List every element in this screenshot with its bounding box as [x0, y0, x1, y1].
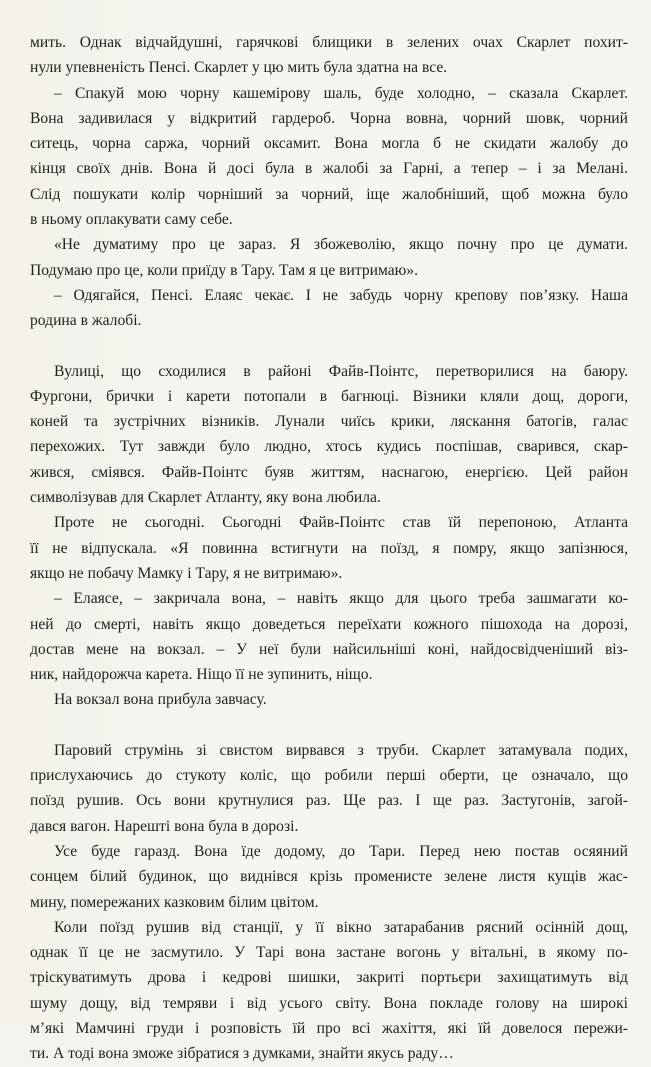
text-line: жився, сміявся. Файв-Поінтс буяв життям, наснагою, енергією. Цей район: [30, 463, 628, 481]
text-line: Коли поїзд рушив від станції, у її вікно затарабанив рясний осінній дощ,: [54, 918, 628, 936]
paragraph: [30, 738, 628, 839]
text-line: достав мене на вокзал. – У неї були найсильніші коні, найдосвідченіший віз-: [30, 640, 628, 658]
text-line: прислухаючись до стукоту коліс, що робили перші оберти, це означало, що: [30, 767, 628, 785]
text-line: кінця своїх днів. Вона й досі була в жалобі за Гарні, а тепер – і за Мелані.: [30, 160, 628, 178]
text-line: поїзд рушив. Ось вони крутнулися раз. Ще раз. І ще раз. Застугонів, загой-: [30, 792, 628, 810]
text-line: Паровий струмінь зі свистом вирвався з труби. Скарлет затамувала подих,: [54, 741, 628, 759]
text-line: Подумаю про це, коли приїду в Тару. Там я це витримаю».: [30, 261, 418, 279]
paragraph: [30, 30, 628, 81]
paragraph: [30, 687, 628, 712]
page-text: [30, 30, 628, 1067]
text-line: коней та зустрічних візників. Лунали чиїсь крики, ляскання батогів, галас: [30, 413, 628, 431]
text-line: родина в жалобі.: [30, 312, 142, 330]
text-line: тріскуватимуть дрова і кедрові шишки, закриті портьєри захищатимуть від: [30, 969, 628, 987]
text-line: її не відпускала. «Я повинна встигнути на поїзд, я помру, якщо запізнюся,: [30, 539, 628, 557]
text-line: мить. Однак відчайдушні, гарячкові блищики в зелених очах Скарлет похит-: [30, 34, 628, 51]
text-line: – Елаясе, – закричала вона, – навіть якщо для цього треба зашмагати ко-: [54, 590, 628, 608]
text-line: шуму дощу, від темряви і від усього світу. Вона покладе голову на широкі: [30, 994, 628, 1012]
text-line: Вулиці, що сходилися в районі Файв-Поінтс, перетворилися на баюру.: [54, 362, 628, 380]
text-line: ситець, чорна саржа, чорний оксамит. Вона могла б не скидати жалобу до: [30, 135, 628, 153]
paragraph: [30, 359, 628, 511]
text-line: символізував для Скарлет Атланту, яку вона любила.: [30, 489, 381, 507]
text-line: нули упевненість Пенсі. Скарлет у цю мить була здатна на все.: [30, 59, 448, 77]
paragraph: [30, 283, 628, 334]
text-line: Усе буде гаразд. Вона їде додому, до Тари. Перед нею постав осяяний: [54, 842, 628, 860]
text-line: сонцем білий будинок, що виднівся крізь променисте зелене листя кущів жас-: [30, 868, 628, 886]
text-line: «Не думатиму про це зараз. Я збожеволію, якщо почну про це думати.: [54, 236, 628, 254]
text-line: ней до смерті, навіть якщо доведеться переїхати кожного пішохода на дорозі,: [30, 615, 628, 633]
text-line: Слід пошукати колір чорніший за чорний, іще жалобніший, щоб можна було: [30, 185, 628, 203]
text-line: – Спакуй мою чорну кашемірову шаль, буде холодно, – сказала Скарлет.: [54, 84, 628, 102]
text-line: м’які Мамчині груди і розповість їй про всі жахіття, які їй довелося пережи-: [30, 1019, 628, 1037]
text-line: Вона задивилася у відкритий гардероб. Чорна вовна, чорний шовк, чорний: [30, 109, 628, 127]
text-line: ти. А тоді вона зможе зібратися з думками, знайти якусь раду…: [30, 1045, 454, 1063]
text-line: – Одягайся, Пенсі. Елаяс чекає. І не забудь чорну крепову пов’язку. Наша: [54, 286, 628, 304]
text-line: перехожих. Тут завжди було людно, хтось кудись поспішав, сварився, скар-: [30, 438, 628, 456]
paragraph: [30, 232, 628, 283]
paragraph: [30, 586, 628, 687]
text-line: Проте не сьогодні. Сьогодні Файв-Поінтс став їй перепоною, Атланта: [54, 514, 628, 532]
text-line: На вокзал вона прибула завчасу.: [54, 691, 267, 709]
text-line: в ньому оплакувати саму себе.: [30, 211, 233, 229]
paragraph: [30, 81, 628, 233]
paragraph: [30, 839, 628, 915]
text-line: дався вагон. Нарешті вона була в дорозі.: [30, 817, 299, 835]
paragraph: [30, 915, 628, 1067]
paragraph: [30, 510, 628, 586]
text-line: ник, найдорожча карета. Ніщо її не зупинить, ніщо.: [30, 666, 373, 684]
text-line: однак її це не засмутило. У Тарі вона застане вогонь у вітальні, в якому по-: [30, 944, 628, 962]
text-line: якщо не побачу Мамку і Тару, я не витримаю».: [30, 564, 343, 582]
text-line: Фургони, брички і карети потопали в багнюці. Візники кляли дощ, дороги,: [30, 387, 628, 405]
text-line: мину, помережаних казковим білим цвітом.: [30, 893, 319, 911]
section-gap: [30, 713, 628, 738]
section-gap: [30, 334, 628, 359]
